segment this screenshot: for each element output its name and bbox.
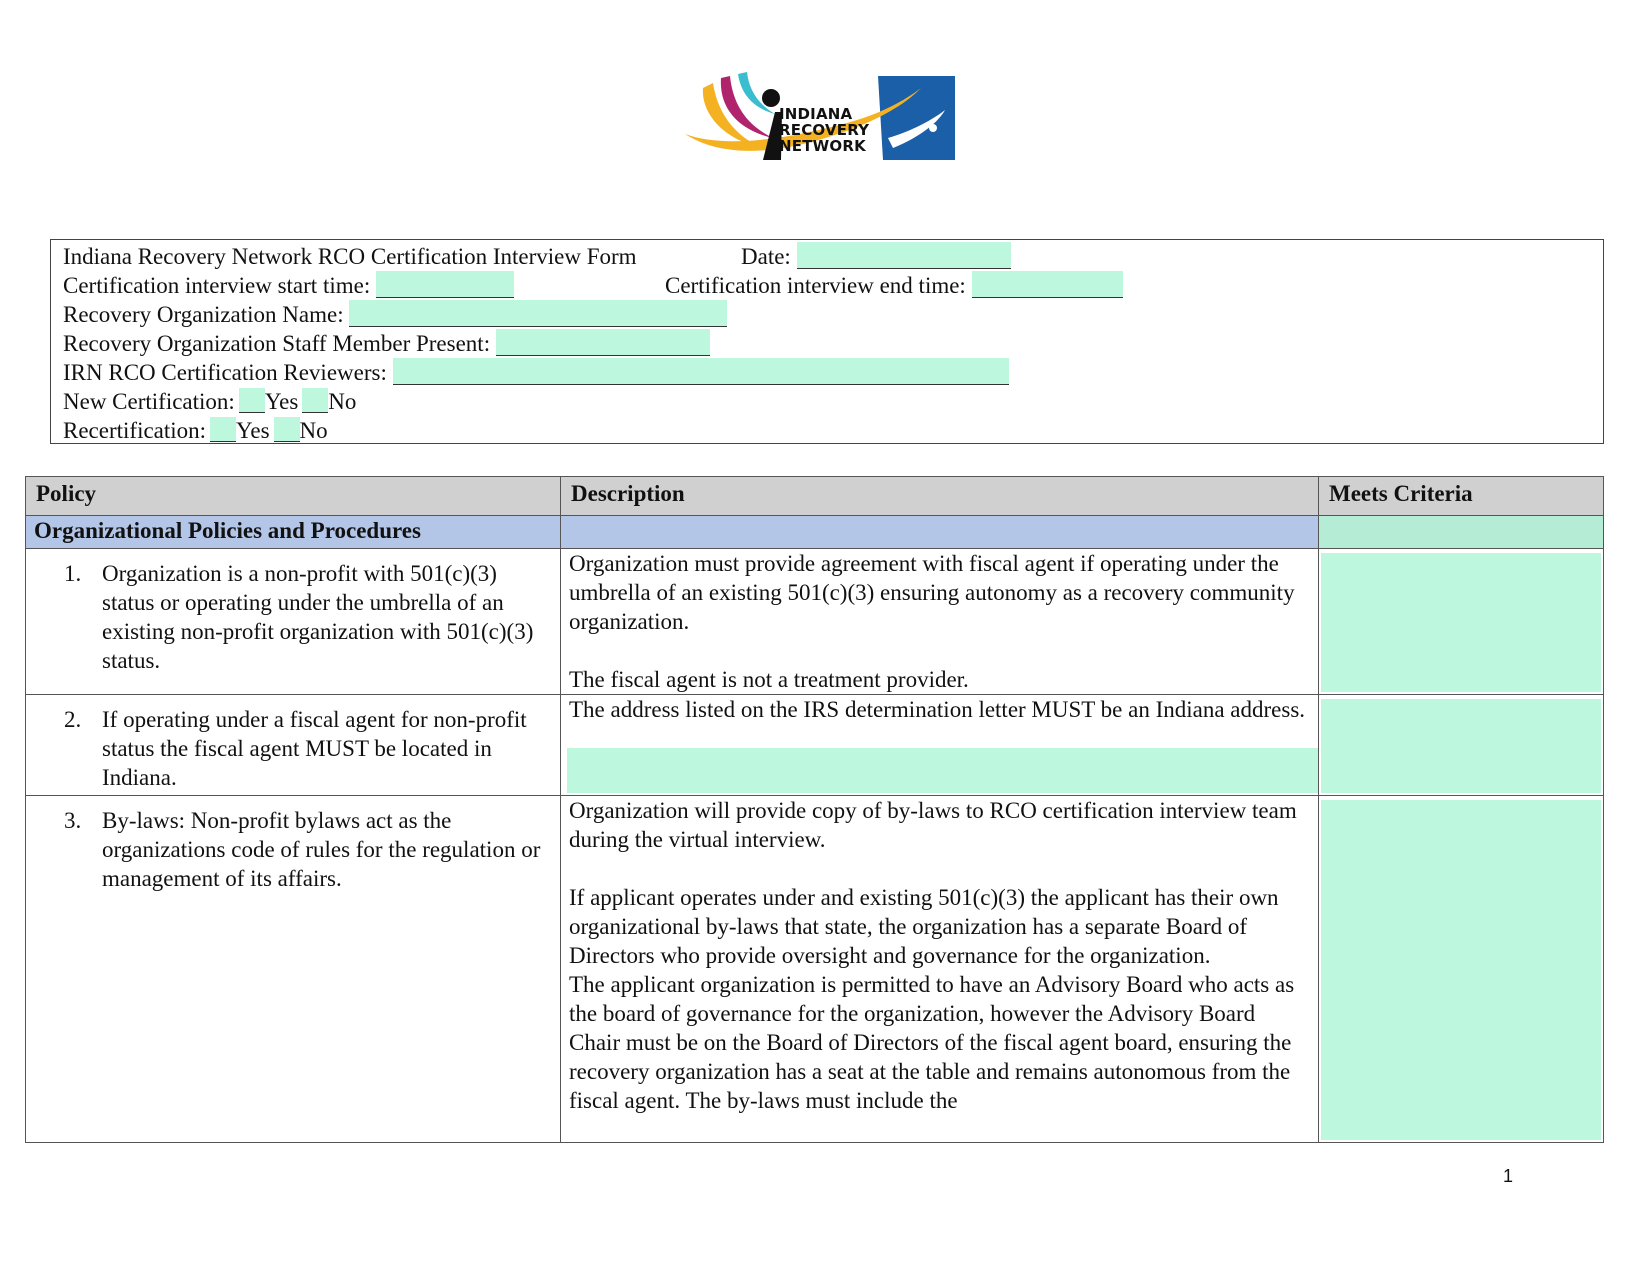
recert-label: Recertification: [63, 418, 207, 443]
policy-table [25, 476, 1604, 1143]
date-field[interactable] [797, 242, 1011, 269]
new-cert-yes-label: Yes [264, 389, 299, 414]
recert-no-checkbox[interactable] [274, 417, 300, 442]
column-header-description: Description [561, 477, 1319, 516]
page-number: 1 [1502, 1166, 1513, 1186]
description-paragraph: Organization will provide copy of by-laws to RCO certification interview team during the virtual interview. [569, 798, 1297, 852]
column-header-policy: Policy [26, 477, 561, 516]
section-meets-cell [1319, 516, 1604, 549]
new-cert-line [63, 387, 356, 416]
policy-cell-2 [26, 695, 561, 796]
date-line [741, 242, 1011, 271]
new-cert-yes-checkbox[interactable] [239, 388, 265, 413]
start-time-label: Certification interview start time: [63, 273, 371, 298]
start-time-line [63, 271, 514, 300]
meets-criteria-field[interactable] [1321, 800, 1601, 1140]
meets-criteria-cell-3[interactable] [1319, 796, 1604, 1143]
new-cert-no-label: No [328, 389, 357, 414]
logo-line-3: NETWORK [779, 137, 866, 155]
description-cell-3 [561, 796, 1319, 1143]
new-cert-no-checkbox[interactable] [302, 388, 328, 413]
start-time-field[interactable] [376, 271, 514, 298]
meets-criteria-cell-2[interactable] [1319, 695, 1604, 796]
meets-criteria-cell-1[interactable] [1319, 549, 1604, 695]
description-paragraph: If applicant operates under and existing 501(c)(3) the applicant has their own organizational by-laws that state, the organization has a separate Board of Directors who provide oversight and governance for the organization. [569, 885, 1279, 968]
recert-no-label: No [299, 418, 328, 443]
org-name-label: Recovery Organization Name: [63, 302, 344, 327]
policy-text: Organization is a non-profit with 501(c)(3) status or operating under the umbrella of an existing non-profit organization with 501(c)(3) status. [102, 561, 534, 673]
staff-field[interactable] [496, 329, 710, 356]
table-row [26, 695, 1604, 796]
table-row [26, 549, 1604, 695]
org-name-line [63, 300, 727, 329]
policy-text: By-laws: Non-profit bylaws act as the organizations code of rules for the regulation or management of its affairs. [102, 808, 541, 891]
section-description-cell [561, 516, 1319, 549]
end-time-label: Certification interview end time: [665, 273, 966, 298]
date-label: Date: [741, 244, 791, 269]
indiana-recovery-network-logo [683, 68, 973, 168]
description-cell-2 [561, 695, 1319, 796]
description-paragraph: Organization must provide agreement with fiscal agent if operating under the umbrella of an existing 501(c)(3) ensuring autonomy as a recovery community organization. [569, 551, 1295, 634]
end-time-line [665, 271, 1123, 300]
policy-number: 1. [64, 561, 82, 586]
description-paragraph: The address listed on the IRS determination letter MUST be an Indiana address. [569, 697, 1306, 722]
form-title-line [63, 242, 637, 271]
policy-cell-3 [26, 796, 561, 1143]
section-row [26, 516, 1604, 549]
table-row [26, 796, 1604, 1143]
staff-label: Recovery Organization Staff Member Present: [63, 331, 491, 356]
recert-line [63, 416, 328, 445]
recert-yes-checkbox[interactable] [210, 417, 236, 442]
reviewers-field[interactable] [393, 358, 1009, 385]
new-cert-label: New Certification: [63, 389, 235, 414]
form-header-box [50, 239, 1604, 444]
meets-criteria-field[interactable] [1321, 699, 1601, 793]
table-header-row [26, 477, 1604, 516]
end-time-field[interactable] [972, 271, 1123, 298]
org-name-field[interactable] [349, 300, 727, 327]
policy-cell-1 [26, 549, 561, 695]
reviewers-label: IRN RCO Certification Reviewers: [63, 360, 387, 385]
policy-number: 2. [64, 707, 82, 732]
staff-line [63, 329, 710, 358]
description-cell-1 [561, 549, 1319, 695]
meets-criteria-field[interactable] [1321, 553, 1601, 692]
logo-line-2: RECOVERY [779, 121, 870, 139]
description-paragraph: The fiscal agent is not a treatment provider. [569, 667, 969, 692]
description-response-field[interactable] [567, 748, 1318, 793]
policy-text: If operating under a fiscal agent for non-profit status the fiscal agent MUST be located in Indiana. [102, 707, 527, 790]
recert-yes-label: Yes [236, 418, 270, 443]
description-paragraph: The applicant organization is permitted to have an Advisory Board who acts as the board of governance for the organization, however the Advisory Board Chair must be on the Board of Directors of the fiscal agent board, ensuring the recovery organization has a seat at the table and remains autonomous from the fiscal agent. The by-laws must include the [569, 972, 1295, 1113]
reviewers-line [63, 358, 1009, 387]
logo-line-1: INDIANA [779, 105, 853, 123]
form-title: Indiana Recovery Network RCO Certification Interview Form [63, 244, 637, 269]
policy-number: 3. [64, 808, 82, 833]
section-title: Organizational Policies and Procedures [26, 516, 561, 549]
column-header-meets-criteria: Meets Criteria [1319, 477, 1604, 516]
